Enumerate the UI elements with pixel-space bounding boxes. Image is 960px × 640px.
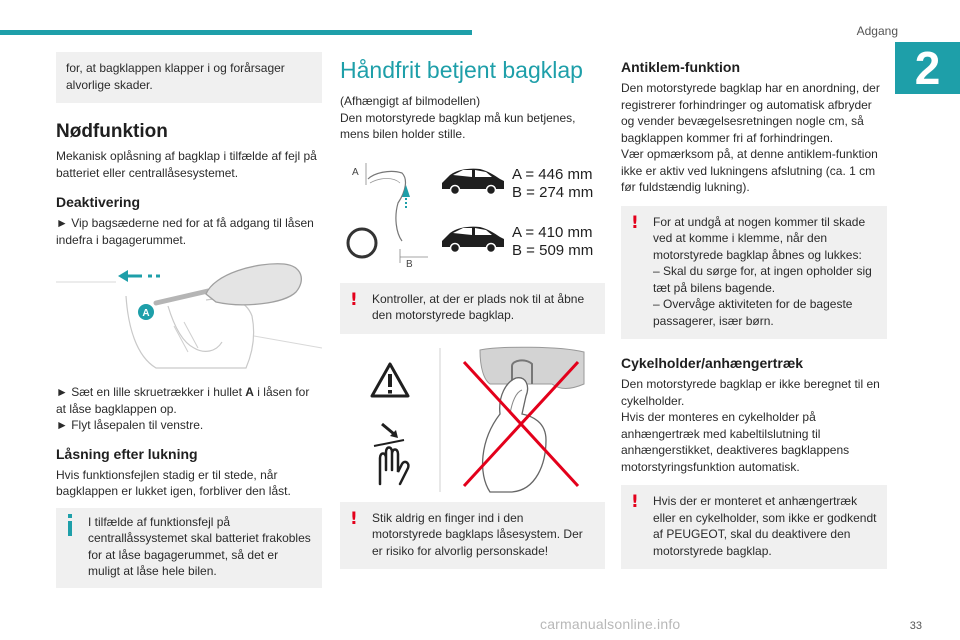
paragraph-vaer-opmaerksom: Vær opmærksom på, at denne antiklem-funktion ikke er aktiv ved lukningens afslutning (ca. 1 cm før fuldstændig lukning). bbox=[621, 147, 878, 194]
wheel-icon bbox=[348, 229, 376, 257]
column-right bbox=[621, 52, 887, 569]
heading-haandfrit-bagklap: Håndfrit betjent bagklap bbox=[340, 57, 583, 83]
warning-cykelholder-text: Hvis der er monteret et anhængertræk eller en cykelholder, som ikke er godkendt af PEUGEOT, skal du deaktivere den motorstyrede bagklap. bbox=[653, 494, 877, 558]
paragraph-kun-betjenes: Den motorstyrede bagklap må kun betjenes, mens bilen holder stille. bbox=[340, 110, 576, 141]
section-title: Adgang bbox=[856, 24, 898, 38]
paragraph-cykelholder-1: Den motorstyrede bagklap er ikke beregnet til en cykelholder. bbox=[621, 377, 880, 408]
car2-dim-a: A = 410 mm bbox=[512, 223, 593, 241]
screwdriver-lock-drawing bbox=[56, 256, 322, 376]
paragraph-saet-skruetraekker bbox=[56, 384, 322, 417]
intro-box-text: for, at bagklappen klapper i og forårsager alvorlige skader. bbox=[66, 61, 285, 92]
header-accent-bar bbox=[0, 30, 472, 35]
paragraph-laasning: Hvis funktionsfejlen stadig er til stede, når bagklappen er lukket igen, forbliver den låst. bbox=[56, 467, 291, 498]
warning-icon-2: ! bbox=[350, 508, 358, 529]
heading-antiklem: Antiklem-funktion bbox=[621, 59, 740, 75]
car1-dim-a: A = 446 mm bbox=[512, 165, 593, 183]
chapter-tab: 2 bbox=[895, 42, 960, 94]
dim-label-b: B bbox=[406, 258, 413, 269]
warning-finger-text: Stik aldrig en finger ind i den motorstyrede bagklaps låsesystem. Der er risiko for alvorlig personskade! bbox=[372, 510, 583, 558]
tailgate-dimension-illustration bbox=[340, 161, 605, 269]
info-box bbox=[56, 508, 322, 588]
heading-cykelholder: Cykelholder/anhængertræk bbox=[621, 355, 804, 371]
paragraph-nodfunktion: Mekanisk oplåsning af bagklap i tilfælde af fejl på batteriet eller centrallåsesystemet. bbox=[56, 149, 317, 180]
watermark: carmanualsonline.info bbox=[540, 616, 681, 632]
paragraph-cykelholder-2: Hvis der monteres en cykelholder på anhængertræk med kabeltilslutning til anhængerstikket, deaktiveres bagklappens motorstyringsfunktion automatisk. bbox=[621, 410, 850, 474]
warning-box-cykelholder bbox=[621, 485, 887, 569]
page-number: 33 bbox=[909, 620, 922, 632]
paragraph-deaktivering: ► Vip bagsæderne ned for at få adgang til låsen indefra i bagagerummet. bbox=[56, 216, 314, 247]
warning-space-text: Kontroller, at der er plads nok til at åbne den motorstyrede bagklap. bbox=[372, 291, 585, 322]
dim-label-a: A bbox=[352, 166, 359, 178]
info-box-text: I tilfælde af funktionsfejl på centrallåssystemet skal batteriet frakobles for at låse bagagerummet, så det er muligt at låse hele bilen. bbox=[88, 514, 311, 578]
warning-box-antiklem bbox=[621, 206, 887, 340]
paragraph-antiklem: Den motorstyrede bagklap har en anordning, der registrerer forhindringer og automatisk afbryder og vender bevægelsesretningen nogle cm, så bagklappen kommer fri af forhindringen. bbox=[621, 81, 880, 145]
warning-antiklem-line1: For at undgå at nogen kommer til skade ved at komme i klemme, når den motorstyrede bagklap åbnes og lukkes: bbox=[653, 214, 866, 262]
tailgate-dimension-drawing bbox=[340, 161, 605, 269]
intro-box bbox=[56, 52, 322, 103]
warning-box-finger bbox=[340, 502, 605, 570]
suv-icon-bottom bbox=[442, 226, 504, 252]
heading-nodfunktion: Nødfunktion bbox=[56, 121, 168, 142]
saet-text-part2: i låsen for at låse bagklappen op. bbox=[56, 385, 310, 416]
column-left bbox=[56, 52, 322, 588]
paragraph-afhaengigt: (Afhængigt af bilmodellen) bbox=[340, 94, 481, 108]
warning-icon: ! bbox=[350, 289, 358, 310]
warning-box-space bbox=[340, 283, 605, 334]
warning-icon-4: ! bbox=[631, 492, 639, 512]
saet-text-a: A bbox=[245, 385, 254, 399]
info-icon bbox=[66, 514, 74, 540]
lock-release-illustration bbox=[56, 256, 322, 376]
finger-warning-drawing bbox=[340, 344, 605, 494]
car2-dim-b: B = 509 mm bbox=[512, 241, 594, 259]
lock-hole-label: A bbox=[142, 308, 150, 319]
suv-icon-top bbox=[442, 168, 504, 194]
warning-icon-3: ! bbox=[631, 212, 639, 233]
column-middle bbox=[340, 52, 605, 569]
heading-laasning: Låsning efter lukning bbox=[56, 445, 198, 462]
heading-deaktivering: Deaktivering bbox=[56, 194, 141, 210]
paragraph-flyt-laasepal: ► Flyt låsepalen til venstre. bbox=[56, 418, 204, 432]
warning-antiklem-line2: – Skal du sørge for, at ingen opholder sig tæt på bilens bagende. bbox=[653, 264, 872, 295]
hand-pinch-icon bbox=[374, 424, 408, 484]
finger-warning-illustration bbox=[340, 344, 605, 494]
warning-antiklem-line3: – Overvåge aktiviteten for de bageste passagerer, især børn. bbox=[653, 297, 853, 328]
saet-text-part1: ► Sæt en lille skruetrækker i hullet bbox=[56, 385, 242, 399]
car1-dim-b: B = 274 mm bbox=[512, 183, 594, 201]
